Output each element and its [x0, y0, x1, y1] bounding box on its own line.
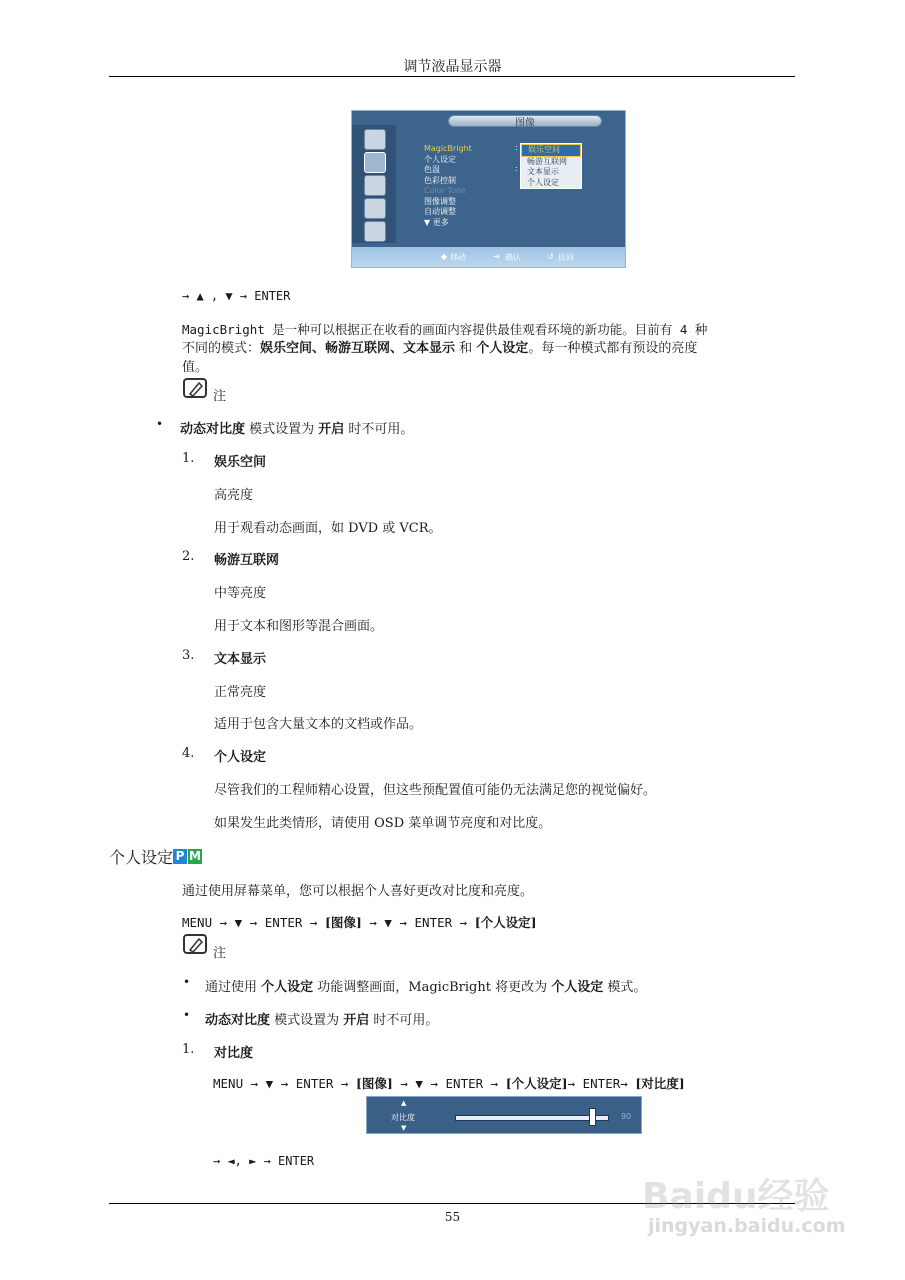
- watermark-logo: [642, 1168, 829, 1219]
- osd-colons: : :: [515, 143, 518, 173]
- menu-path-2: [213, 1074, 685, 1092]
- badge-p: P: [173, 849, 187, 864]
- mode-name: 畅游互联网: [214, 553, 280, 568]
- osd-item: 色温: [424, 165, 440, 174]
- path-text: MENU → ▼ → ENTER →: [182, 915, 325, 930]
- osd-bottom-bar: [352, 247, 625, 267]
- bullet-dot: •: [156, 417, 164, 431]
- note-text: 通过使用: [205, 980, 262, 995]
- note-label: 注: [213, 389, 227, 404]
- setup-icon: [364, 198, 386, 219]
- path-text: → ENTER→: [567, 1076, 636, 1091]
- enter-icon: ⇥: [493, 252, 500, 261]
- intro-text: 和: [455, 341, 477, 356]
- note-text: 模式设置为: [270, 1013, 344, 1028]
- mode-description: 如果发生此类情形，请使用 OSD 菜单调节亮度和对比度。: [214, 816, 552, 831]
- slider-value: 90: [621, 1112, 632, 1121]
- note-bold: 开启: [343, 1013, 370, 1028]
- list-item: [182, 648, 267, 667]
- note-bold: 开启: [318, 422, 345, 437]
- list-number: 3.: [182, 648, 195, 663]
- down-arrow-icon: ▼: [401, 1124, 407, 1132]
- osd-item: 色彩控制: [424, 175, 456, 185]
- osd-menu-items: [424, 144, 472, 228]
- intro-bold-custom: 个人设定: [476, 341, 529, 356]
- note-icon: [183, 378, 207, 398]
- path-text: MENU → ▼ → ENTER →: [213, 1076, 356, 1091]
- item-name: 对比度: [214, 1046, 254, 1061]
- note-bold: 动态对比度: [205, 1013, 271, 1028]
- mode-description: 用于观看动态画面，如 DVD 或 VCR。: [214, 521, 442, 536]
- osd-back-label: 返回: [558, 253, 574, 262]
- intro-text: 不同的模式：: [182, 341, 261, 356]
- mode-brightness: 尽管我们的工程师精心设置，但这些预配置值可能仍无法满足您的视觉偏好。: [214, 783, 657, 798]
- move-icon: ◆: [441, 252, 448, 261]
- section-intro: 通过使用屏幕菜单，您可以根据个人喜好更改对比度和亮度。: [182, 884, 534, 899]
- badge-m: M: [189, 849, 201, 863]
- osd-titlebar: [448, 115, 602, 127]
- path-text: → ▼ → ENTER →: [361, 915, 475, 930]
- osd-move-label: 移动: [450, 253, 466, 262]
- osd-icon-column: [352, 125, 396, 243]
- picture-icon: [364, 152, 386, 173]
- intro-line-3: 值。: [182, 360, 209, 375]
- bullet-dot: •: [183, 975, 191, 989]
- mode-description: 适用于包含大量文本的文档或作品。: [214, 717, 423, 732]
- path-bold: [个人设定]: [505, 1076, 568, 1091]
- submenu-item: 个人设定: [527, 177, 559, 187]
- note-text-1: [180, 418, 413, 437]
- slider-label: 对比度: [391, 1113, 415, 1122]
- list-number: 4.: [182, 746, 195, 761]
- osd-confirm-label: 确认: [505, 253, 521, 262]
- mode-description: 用于文本和图形等混合画面。: [214, 619, 384, 634]
- note-text: 模式设置为: [245, 422, 319, 437]
- note-text: 模式。: [603, 980, 647, 995]
- multi-control-icon: [364, 221, 386, 242]
- note-text-3: [205, 1009, 438, 1028]
- osd-item: Color Tone: [424, 186, 466, 195]
- submenu-item: 文本显示: [527, 167, 559, 176]
- slider-track: [455, 1115, 609, 1121]
- osd-item: 图像调整: [424, 196, 456, 206]
- list-item: [182, 746, 267, 765]
- pm-badge: [173, 846, 203, 865]
- section-title: 个人设定: [109, 848, 174, 867]
- up-arrow-icon: ▲: [401, 1099, 407, 1107]
- intro-bold-modes: 娱乐空间、畅游互联网、文本显示: [260, 341, 456, 356]
- mode-brightness: 高亮度: [214, 488, 254, 503]
- list-item: [182, 1042, 254, 1061]
- page-header-title: 调节液晶显示器: [403, 59, 502, 75]
- menu-path: [182, 913, 537, 931]
- osd-picture-menu: [351, 110, 626, 268]
- nav-instruction-3: → ◄, ► → ENTER: [213, 1154, 315, 1168]
- submenu-item: 畅游互联网: [527, 156, 567, 166]
- nav-instruction: → ▲ , ▼ → ENTER: [182, 289, 291, 303]
- slider-knob: [589, 1108, 596, 1126]
- header-rule: [109, 76, 795, 77]
- return-icon: ↺: [547, 252, 554, 261]
- path-bold: [对比度]: [635, 1076, 685, 1091]
- mode-brightness: 中等亮度: [214, 586, 267, 601]
- mode-name: 个人设定: [214, 750, 267, 765]
- osd-item: 个人设定: [424, 154, 456, 164]
- osd-item: 自动调整: [424, 207, 456, 216]
- osd-submenu: [520, 143, 582, 189]
- watermark-url: jingyan.baidu.com: [648, 1215, 846, 1237]
- path-bold: [个人设定]: [474, 915, 537, 930]
- note-text: 时不可用。: [369, 1013, 439, 1028]
- intro-line-2: [182, 339, 802, 358]
- list-number: 1.: [182, 451, 195, 466]
- note-text-2: [205, 976, 646, 995]
- note-icon: [183, 934, 207, 954]
- osd-title: 图像: [515, 118, 535, 129]
- note-bold: 动态对比度: [180, 422, 246, 437]
- section-heading: [109, 845, 203, 868]
- note-text: 功能调整画面，MagicBright 将更改为: [313, 980, 552, 995]
- path-text: → ▼ → ENTER →: [392, 1076, 506, 1091]
- sound-icon: [364, 175, 386, 196]
- list-number: 1.: [182, 1042, 195, 1057]
- list-number: 2.: [182, 549, 195, 564]
- submenu-item-selected: 娱乐空间: [521, 144, 581, 157]
- page-number: 55: [444, 1210, 461, 1224]
- mode-name: 娱乐空间: [214, 455, 267, 470]
- contrast-slider-osd: [366, 1096, 642, 1134]
- intro-paragraph: [182, 320, 802, 377]
- list-item: [182, 451, 267, 470]
- mode-brightness: 正常亮度: [214, 685, 267, 700]
- osd-item-more: ▼ 更多: [424, 217, 449, 227]
- osd-item-magicbright: MagicBright: [424, 144, 472, 153]
- bullet-dot: •: [183, 1008, 191, 1022]
- path-bold: [图像]: [325, 915, 362, 930]
- list-item: [182, 549, 280, 568]
- note-bold: 个人设定: [551, 980, 604, 995]
- mode-name: 文本显示: [214, 652, 267, 667]
- note-label: 注: [213, 946, 227, 961]
- note-bold: 个人设定: [261, 980, 314, 995]
- intro-text: 。每一种模式都有预设的亮度: [528, 341, 698, 356]
- watermark-text: Baidu经验: [642, 1176, 830, 1217]
- input-icon: [364, 129, 386, 150]
- note-text: 时不可用。: [344, 422, 414, 437]
- intro-line-1: MagicBright 是一种可以根据正在收看的画面内容提供最佳观看环境的新功能。目前有 4 种: [182, 322, 708, 337]
- path-bold: [图像]: [356, 1076, 393, 1091]
